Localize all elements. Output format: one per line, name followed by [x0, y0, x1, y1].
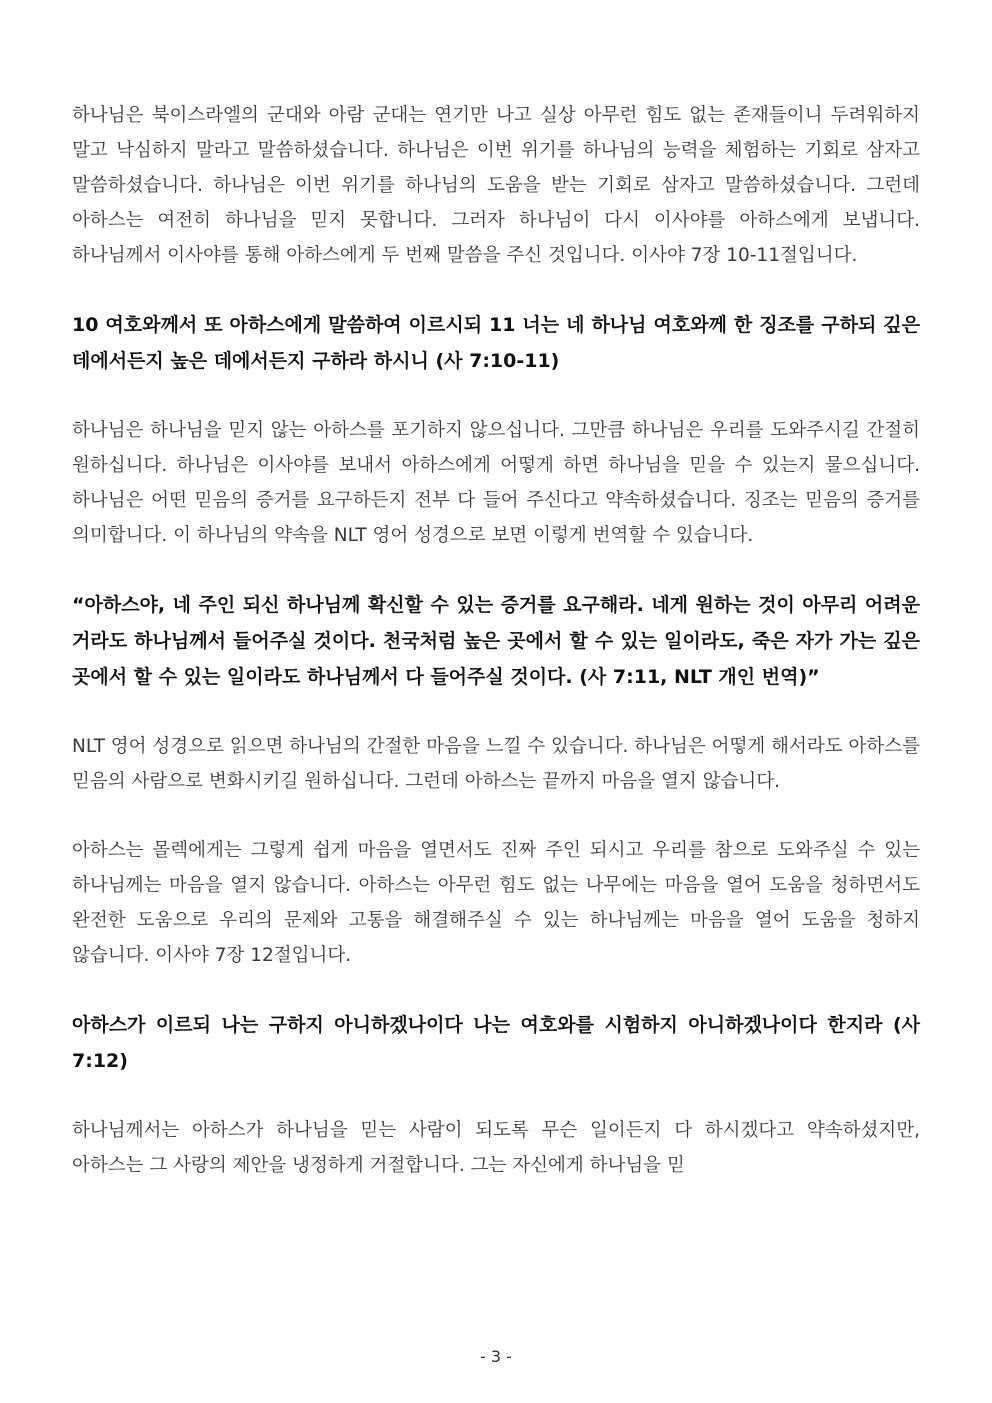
scripture-quote: 10 여호와께서 또 아하스에게 말씀하여 이르시되 11 너는 네 하나님 여호와께 한 징조를 구하되 깊은 데에서든지 높은 데에서든지 구하라 하시니 (사 7:10-11) — [72, 314, 920, 372]
body-paragraph: 하나님은 북이스라엘의 군대와 아람 군대는 연기만 나고 실상 아무런 힘도 없는 존재들이니 두려워하지 말고 낙심하지 말라고 말씀하셨습니다. 하나님은 이번 위기를 하나님의 능력을 체험하는 기회로 삼자고 말씀하셨습니다. 하나님은 이번 위기를 하나님의 도움을 받는 기회로 삼자고 말씀하셨습니다. 그런데 아하스는 여전히 하나님을 믿지 못합니다. 그러자 하나님이 다시 이사야를 아하스에게 보냅니다. 하나님께서 이사야를 통해 아하스에게 두 번째 말씀을 주신 것입니다. 이사야 7장 10-11절입니다. — [72, 105, 920, 266]
body-paragraph: 하나님께서는 아하스가 하나님을 믿는 사람이 되도록 무슨 일이든지 다 하시겠다고 약속하셨지만, 아하스는 그 사랑의 제안을 냉정하게 거절합니다. 그는 자신에게 하나님을 믿 — [72, 1120, 920, 1176]
scripture-quote: 아하스가 이르되 나는 구하지 아니하겠나이다 나는 여호와를 시험하지 아니하겠나이다 한지라 (사 7:12) — [72, 1014, 920, 1072]
body-paragraph: 하나님은 하나님을 믿지 않는 아하스를 포기하지 않으십니다. 그만큼 하나님은 우리를 도와주시길 간절히 원하십니다. 하나님은 이사야를 보내서 아하스에게 어떻게 하면 하나님을 믿을 수 있는지 물으십니다. 하나님은 어떤 믿음의 증거를 요구하든지 전부 다 들어 주신다고 약속하셨습니다. 징조는 믿음의 증거를 의미합니다. 이 하나님의 약속을 NLT 영어 성경으로 보면 이렇게 번역할 수 있습니다. — [72, 420, 920, 546]
page-content — [72, 98, 920, 1183]
body-paragraph: 아하스는 몰렉에게는 그렇게 쉽게 마음을 열면서도 진짜 주인 되시고 우리를 참으로 도와주실 수 있는 하나님께는 마음을 열지 않습니다. 아하스는 아무런 힘도 없는 나무에는 마음을 열어 도움을 청하면서도 완전한 도움으로 우리의 문제와 고통을 해결해주실 수 있는 하나님께는 마음을 열어 도움을 청하지 않습니다. 이사야 7장 12절입니다. — [72, 840, 920, 966]
scripture-quote: “아하스야, 네 주인 되신 하나님께 확신할 수 있는 증거를 요구해라. 네게 원하는 것이 아무리 어려운 거라도 하나님께서 들어주실 것이다. 천국처럼 높은 곳에서 할 수 있는 일이라도, 죽은 자가 가는 깊은 곳에서 할 수 있는 일이라도 하나님께서 다 들어주실 것이다. (사 7:11, NLT 개인 번역)” — [72, 594, 920, 688]
body-paragraph: NLT 영어 성경으로 읽으면 하나님의 간절한 마음을 느낄 수 있습니다. 하나님은 어떻게 해서라도 아하스를 믿음의 사람으로 변화시키길 원하십니다. 그런데 아하스는 끝까지 마음을 열지 않습니다. — [72, 736, 920, 792]
page-number: - 3 - — [480, 1347, 512, 1366]
